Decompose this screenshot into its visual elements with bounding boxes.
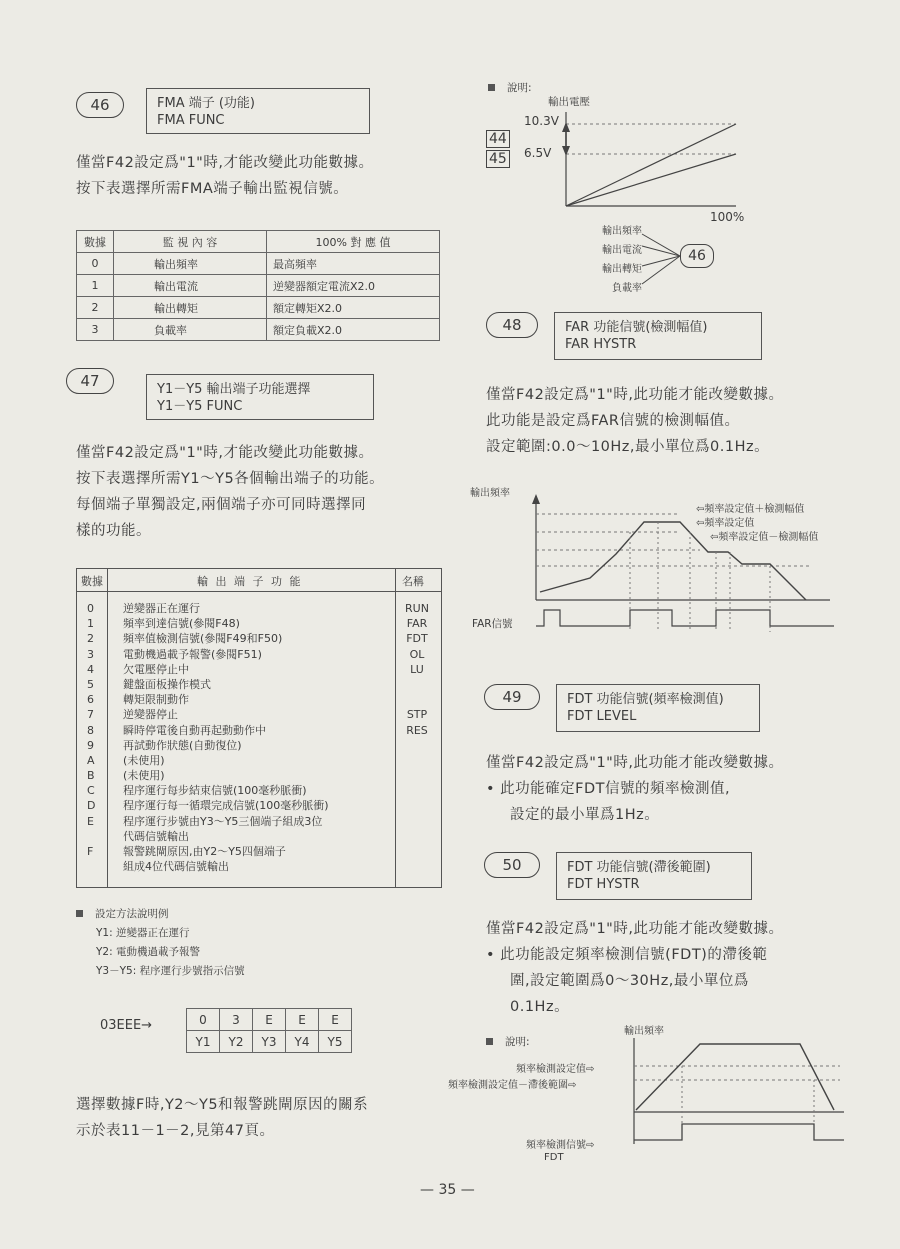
section-box-46 xyxy=(146,88,370,134)
table-header: 輸 出 端 子 功 能 xyxy=(197,575,303,588)
fig1-v2: 6.5V xyxy=(524,146,552,160)
table-cell: 負載率 xyxy=(114,319,267,341)
table-row xyxy=(77,829,441,844)
table-cell: (未使用) xyxy=(123,753,165,767)
code-cell: E xyxy=(319,1009,352,1031)
table-cell: RES xyxy=(406,723,428,737)
fig1-input-label: 負載率 xyxy=(612,283,642,294)
section-box-47 xyxy=(146,374,374,420)
section-48-subtitle: FAR HYSTR xyxy=(565,337,637,352)
code-example-table xyxy=(186,1008,352,1053)
table-cell: 再試動作狀態(自動復位) xyxy=(123,738,242,752)
fig1-input-label: 輸出轉矩 xyxy=(602,264,642,275)
table-row xyxy=(77,844,441,859)
fig1-input-label: 輸出頻率 xyxy=(602,226,642,237)
table-header: 數據 xyxy=(81,575,103,588)
table-cell: 額定負載X2.0 xyxy=(267,319,440,341)
table-cell: (未使用) xyxy=(123,769,165,783)
section-box-48 xyxy=(554,312,762,360)
method-title: 設定方法說明例 xyxy=(95,908,169,920)
table-row xyxy=(77,647,441,662)
table-cell: 0 xyxy=(77,253,114,275)
paragraph-49-line: • 此功能確定FDT信號的頻率檢測值, xyxy=(486,781,731,797)
table-cell: STP xyxy=(406,708,428,722)
code-cell: E xyxy=(253,1009,286,1031)
section-49-title: FDT 功能信號(頻率檢測值) xyxy=(567,692,724,707)
paragraph-47-line: 按下表選擇所需Y1～Y5各個輸出端子的功能。 xyxy=(76,471,385,487)
paragraph-49 xyxy=(486,750,866,828)
table-row xyxy=(77,753,441,768)
section-50-title: FDT 功能信號(滯後範圍) xyxy=(567,860,711,875)
table-row xyxy=(77,275,440,297)
method-section xyxy=(76,905,245,981)
table-cell: 瞬時停電後自動再起動動作中 xyxy=(123,723,266,737)
table-row xyxy=(77,859,441,874)
paragraph-47-line: 每個端子單獨設定,兩個端子亦可同時選擇同 xyxy=(76,497,367,513)
closing-line: 示於表11－1－2,見第47頁。 xyxy=(76,1123,275,1139)
fig3-title: 說明: xyxy=(486,1034,530,1049)
square-bullet-icon xyxy=(76,910,83,917)
table-cell: 程序運行每一循環完成信號(100毫秒脈衝) xyxy=(123,799,329,813)
fig2-far-label: FAR信號 xyxy=(472,618,513,630)
table-row xyxy=(77,768,441,783)
section-50-subtitle: FDT HYSTR xyxy=(567,877,640,892)
section-box-49 xyxy=(556,684,760,732)
table-cell: 5 xyxy=(87,677,94,691)
table-cell: 3 xyxy=(77,319,114,341)
table-cell: 輸出轉矩 xyxy=(114,297,267,319)
paragraph-50-line: 0.1Hz。 xyxy=(510,999,570,1015)
voltage-chart xyxy=(560,108,740,208)
method-line: Y1: 逆變器正在運行 xyxy=(96,927,190,939)
table-cell: 1 xyxy=(77,275,114,297)
fig1-inputs xyxy=(582,222,642,298)
table-cell: LU xyxy=(410,662,424,676)
paragraph-49-line: 僅當F42設定爲"1"時,此功能才能改變數據。 xyxy=(486,755,784,771)
table-cell: 輸出電流 xyxy=(114,275,267,297)
fig3-label-1: 頻率檢測設定值⇨ xyxy=(516,1064,595,1075)
section-48-title: FAR 功能信號(檢測幅值) xyxy=(565,320,708,335)
section-49-subtitle: FDT LEVEL xyxy=(567,709,637,724)
fig1-input-label: 輸出電流 xyxy=(602,245,642,256)
table-cell: 逆變器停止 xyxy=(123,708,178,722)
section-46-subtitle: FMA FUNC xyxy=(157,113,225,128)
table-cell: 最高頻率 xyxy=(267,253,440,275)
section-46-title: FMA 端子 (功能) xyxy=(157,96,255,111)
fig1-n45: 45 xyxy=(486,150,510,168)
table-cell: 逆變器正在運行 xyxy=(123,602,200,615)
fig2-legend-item: ⇦頻率設定值 xyxy=(696,518,755,529)
section-number-47: 47 xyxy=(66,368,114,394)
fig2-ylabel: 輸出頻率 xyxy=(470,488,510,499)
paragraph-46-line: 按下表選擇所需FMA端子輸出監視信號。 xyxy=(76,181,349,197)
table-cell: 4 xyxy=(87,662,94,676)
table-cell: 電動機過載予報警(參閱F51) xyxy=(123,647,262,661)
page-number: — 35 — xyxy=(420,1182,475,1198)
fig2-legend xyxy=(696,503,818,545)
paragraph-46 xyxy=(76,150,446,202)
paragraph-49-line: 設定的最小單爲1Hz。 xyxy=(510,807,660,823)
table-row xyxy=(77,692,441,707)
table-cell: 3 xyxy=(87,647,94,661)
table-cell: 9 xyxy=(87,738,94,752)
table-cell: 報警跳閘原因,由Y2～Y5四個端子 xyxy=(123,845,286,858)
paragraph-48-line: 僅當F42設定爲"1"時,此功能才能改變數據。 xyxy=(486,387,784,403)
table-cell: 轉矩限制動作 xyxy=(123,693,189,707)
table-cell: RUN xyxy=(405,602,429,615)
paragraph-48-line: 此功能是設定爲FAR信號的檢測幅值。 xyxy=(486,413,740,429)
table-header-row xyxy=(77,569,441,592)
fma-table xyxy=(76,230,440,341)
fig3-signal-label: 頻率檢測信號⇨ xyxy=(526,1140,595,1151)
table-row xyxy=(77,319,440,341)
table-row xyxy=(77,297,440,319)
fig1-percent: 100% xyxy=(710,210,745,224)
table-cell: F xyxy=(87,845,94,858)
table-cell: 2 xyxy=(87,632,94,646)
section-box-50 xyxy=(556,852,752,900)
fig1-ylabel: 輸出電壓 xyxy=(548,96,590,108)
table-row xyxy=(77,707,441,722)
fig2-legend-item: ⇦頻率設定值＋檢測幅值 xyxy=(696,504,805,515)
table-row xyxy=(77,253,440,275)
table-row xyxy=(77,738,441,753)
table-row xyxy=(77,814,441,829)
table-header: 監 視 內 容 xyxy=(114,231,267,253)
table-row xyxy=(77,798,441,813)
table-cell: 輸出頻率 xyxy=(114,253,267,275)
table-cell: 0 xyxy=(87,602,94,615)
table-cell: 8 xyxy=(87,723,94,737)
fdt-chart xyxy=(630,1034,850,1146)
table-cell: 頻率到達信號(參閱F48) xyxy=(123,617,240,631)
fig1-v1: 10.3V xyxy=(524,114,559,128)
method-line: Y3－Y5: 程序運行步號指示信號 xyxy=(96,965,245,977)
table-cell: OL xyxy=(409,647,425,661)
paragraph-47-line: 樣的功能。 xyxy=(76,523,151,539)
table-row xyxy=(77,601,441,616)
fig1-n44: 44 xyxy=(486,130,510,148)
table-cell: 組成4位代碼信號輸出 xyxy=(123,860,229,874)
paragraph-47-line: 僅當F42設定爲"1"時,才能改變此功能數據。 xyxy=(76,445,374,461)
table-cell: C xyxy=(87,784,95,798)
section-number-50: 50 xyxy=(484,852,540,878)
fig1-title: 說明: xyxy=(488,80,532,95)
table-cell: 7 xyxy=(87,708,94,722)
table-cell: FAR xyxy=(406,617,428,631)
fig3-ylabel: 輸出頻率 xyxy=(624,1026,664,1037)
table-cell: 頻率值檢測信號(參閱F49和F50) xyxy=(123,632,283,646)
code-cell: 0 xyxy=(187,1009,220,1031)
code-cell: Y5 xyxy=(319,1031,352,1053)
table-body xyxy=(77,601,441,874)
section-number-46: 46 xyxy=(76,92,124,118)
code-cell: Y4 xyxy=(286,1031,319,1053)
paragraph-48-line: 設定範圍:0.0～10Hz,最小單位爲0.1Hz。 xyxy=(486,439,770,455)
fig3-fdt-label: FDT xyxy=(544,1152,564,1163)
table-row xyxy=(77,616,441,631)
table-cell: 1 xyxy=(87,617,94,631)
paragraph-50-line: 圍,設定範圍爲0～30Hz,最小單位爲 xyxy=(510,973,749,989)
method-line: Y2: 電動機過載予報警 xyxy=(96,946,200,958)
section-number-49: 49 xyxy=(484,684,540,710)
section-47-subtitle: Y1－Y5 FUNC xyxy=(157,399,243,414)
table-row xyxy=(77,677,441,692)
section-47-title: Y1－Y5 輸出端子功能選擇 xyxy=(157,382,311,397)
section-number-48: 48 xyxy=(486,312,538,338)
paragraph-50-line: • 此功能設定頻率檢測信號(FDT)的滯後範 xyxy=(486,947,768,963)
table-row xyxy=(77,662,441,677)
table-row xyxy=(77,783,441,798)
closing-paragraph xyxy=(76,1092,456,1144)
table-cell: 逆變器額定電流X2.0 xyxy=(267,275,440,297)
table-cell: D xyxy=(87,799,96,813)
code-cell: 3 xyxy=(220,1009,253,1031)
code-cell: Y1 xyxy=(187,1031,220,1053)
table-cell: 程序運行步號由Y3～Y5三個端子組成3位 xyxy=(123,814,323,828)
output-function-table xyxy=(76,568,442,888)
code-cell: Y3 xyxy=(253,1031,286,1053)
table-cell: A xyxy=(87,753,95,767)
table-cell: FDT xyxy=(406,632,428,646)
fig1-n46: 46 xyxy=(680,244,714,268)
table-row xyxy=(77,723,441,738)
paragraph-46-line: 僅當F42設定爲"1"時,才能改變此功能數據。 xyxy=(76,155,374,171)
table-cell: 代碼信號輸出 xyxy=(123,829,189,843)
table-cell: B xyxy=(87,769,95,783)
fig2-legend-item: ⇦頻率設定值－檢測幅值 xyxy=(710,532,819,543)
table-cell: 額定轉矩X2.0 xyxy=(267,297,440,319)
paragraph-50 xyxy=(486,916,866,1020)
table-header: 名稱 xyxy=(402,575,424,588)
table-cell: 6 xyxy=(87,693,94,707)
table-row xyxy=(77,631,441,646)
code-cell: Y2 xyxy=(220,1031,253,1053)
fig3-label-2: 頻率檢測設定值－滯後範圍⇨ xyxy=(448,1080,577,1091)
table-header: 100% 對 應 值 xyxy=(267,231,440,253)
square-bullet-icon xyxy=(486,1038,493,1045)
square-bullet-icon xyxy=(488,84,495,91)
table-header: 數據 xyxy=(77,231,114,253)
table-cell: 程序運行每步結束信號(100毫秒脈衝) xyxy=(123,784,307,798)
paragraph-47 xyxy=(76,440,456,544)
table-cell: 鍵盤面板操作模式 xyxy=(123,677,211,691)
paragraph-50-line: 僅當F42設定爲"1"時,此功能才能改變數據。 xyxy=(486,921,784,937)
code-example-label: 03EEE→ xyxy=(100,1018,153,1033)
code-cell: E xyxy=(286,1009,319,1031)
paragraph-48 xyxy=(486,382,866,460)
table-cell: 2 xyxy=(77,297,114,319)
table-cell: 欠電壓停止中 xyxy=(123,662,189,676)
closing-line: 選擇數據F時,Y2～Y5和報警跳閘原因的關系 xyxy=(76,1097,369,1113)
table-cell: E xyxy=(87,814,94,828)
